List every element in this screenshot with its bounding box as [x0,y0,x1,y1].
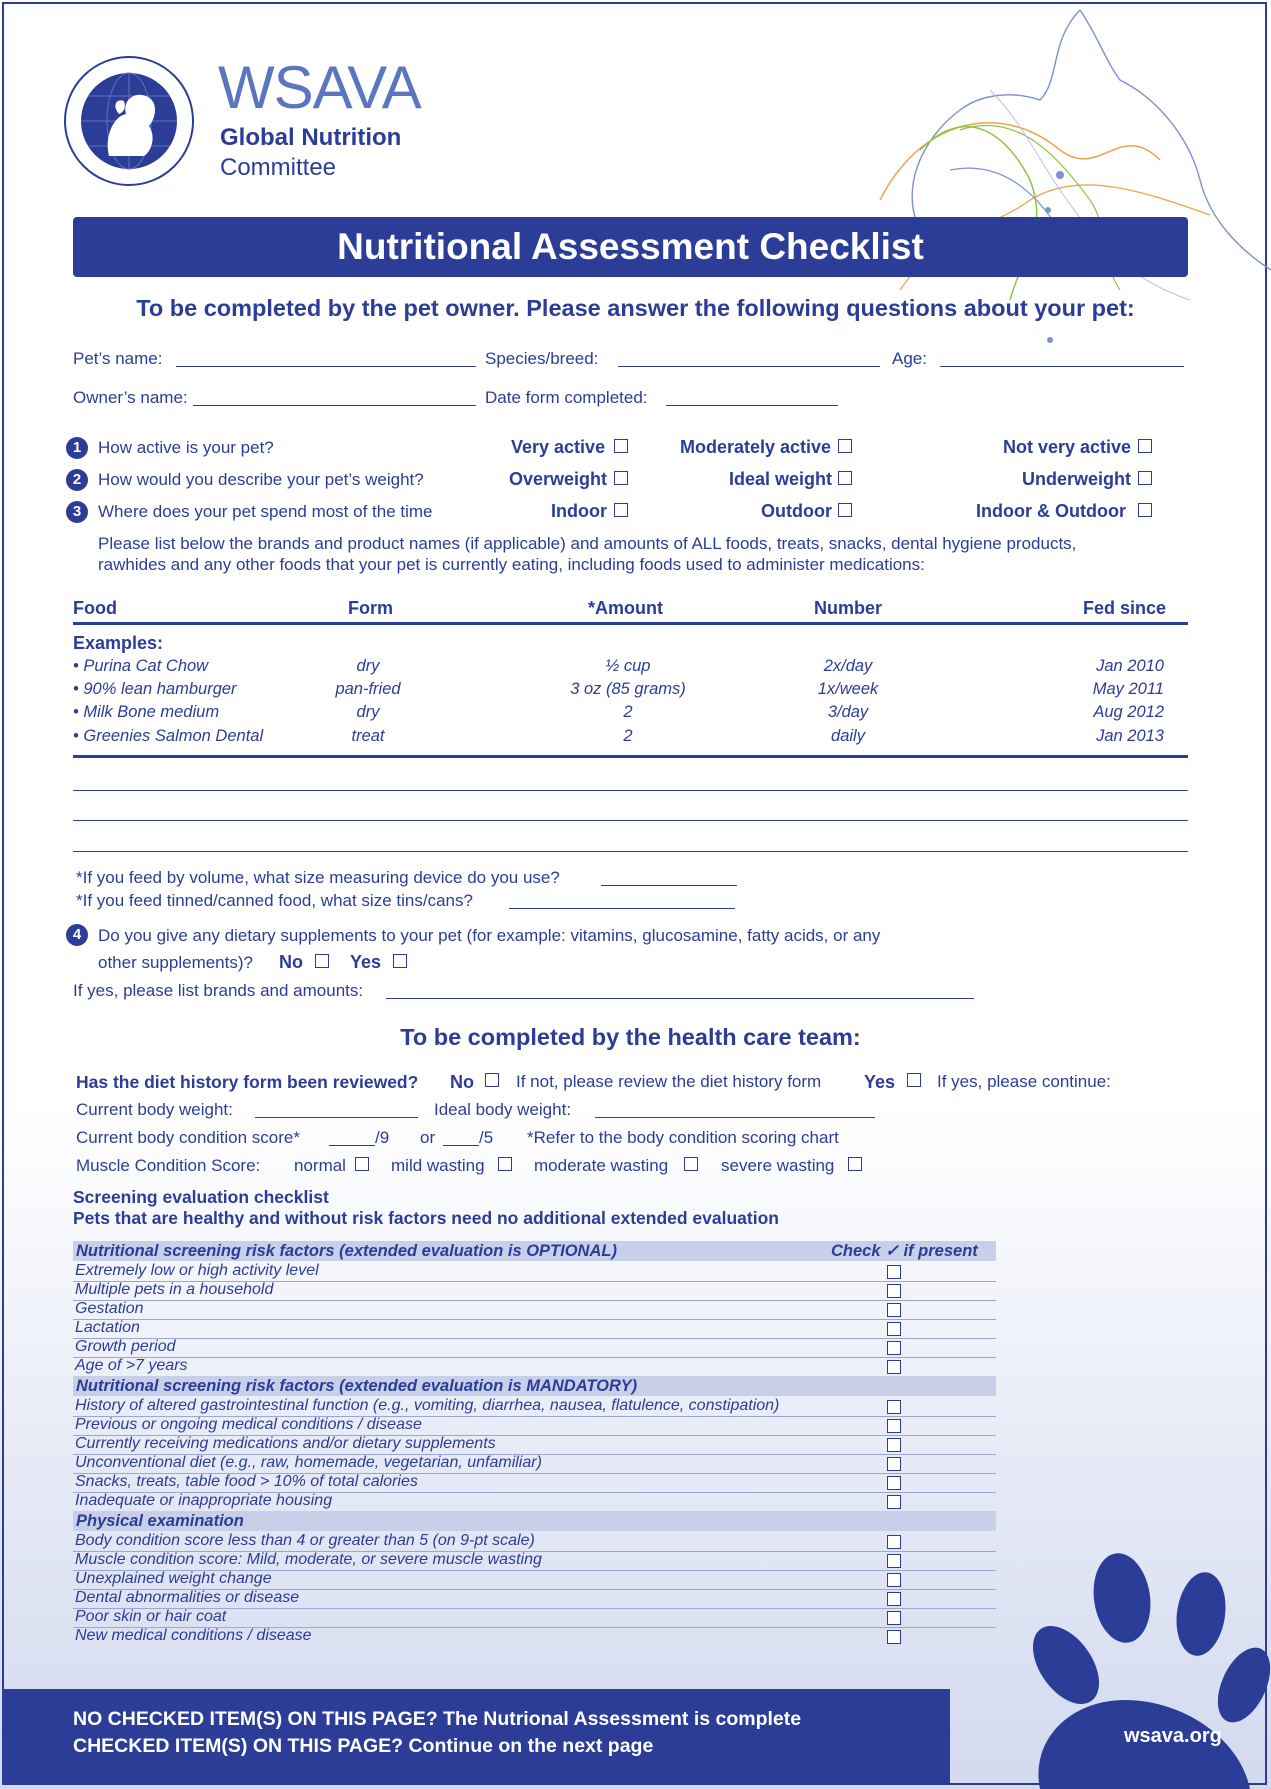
q2-ideal-weight-checkbox[interactable] [838,471,852,485]
reviewed-yes-note: If yes, please continue: [937,1072,1111,1091]
logo-line-global-nutrition: Global Nutrition [220,124,402,151]
reviewed-no-note: If not, please review the diet history form [516,1072,822,1091]
risk-item-checkbox[interactable] [887,1265,901,1279]
row-divider [73,1300,996,1301]
col-header-form: Form [348,598,393,618]
row-divider [73,1319,996,1320]
q1-option-moderately-active: Moderately active [680,437,832,457]
ideal-weight-label: Ideal body weight: [434,1100,572,1119]
q2-option-underweight: Underweight [1022,469,1132,489]
q3-option-indoor-outdoor: Indoor & Outdoor [976,501,1126,521]
risk-item: Poor skin or hair coat [75,1608,227,1625]
table-header-rule [73,622,1188,625]
feed-tinned-field[interactable] [509,908,735,909]
risk-item-checkbox[interactable] [887,1554,901,1568]
risk-item-checkbox[interactable] [887,1438,901,1452]
example-amount: 2 [623,727,633,745]
risk-item: Multiple pets in a household [75,1281,274,1298]
date-field[interactable] [666,405,838,406]
q2-underweight-checkbox[interactable] [1138,471,1152,485]
example-form: treat [351,727,385,745]
risk-item: Body condition score less than 4 or greater than 5 (on 9-pt scale) [75,1532,535,1549]
question-3-number: 3 [66,501,88,523]
feed-volume-question: *If you feed by volume, what size measuring device do you use? [76,868,560,887]
supplements-list-label: If yes, please list brands and amounts: [73,981,364,1000]
q4-option-yes: Yes [350,952,382,972]
bcs-5-suffix: /5 [479,1128,494,1147]
q2-overweight-checkbox[interactable] [614,471,628,485]
current-weight-field[interactable] [255,1117,418,1118]
section-title-optional: Nutritional screening risk factors (extended evaluation is OPTIONAL) [76,1242,617,1260]
owner-section-heading: To be completed by the pet owner. Please answer the following questions about your pet: [136,295,1135,321]
q1-moderately-active-checkbox[interactable] [838,439,852,453]
example-fed-since: Jan 2010 [1096,657,1164,675]
check-if-present-header: Check ✓ if present [831,1242,978,1260]
question-1-number: 1 [66,437,88,459]
q2-option-overweight: Overweight [509,469,608,489]
risk-item: Currently receiving medications and/or dietary supplements [75,1435,496,1452]
mcs-option-mild: mild wasting [391,1156,485,1175]
example-amount: 3 oz (85 grams) [570,680,686,698]
section-title-mandatory: Nutritional screening risk factors (extended evaluation is MANDATORY) [76,1377,638,1395]
risk-item: Dental abnormalities or disease [75,1589,300,1606]
q3-indoor-checkbox[interactable] [614,503,628,517]
risk-item: History of altered gastrointestinal function (e.g., vomiting, diarrhea, nausea, flatulence, constipation) [75,1397,780,1414]
q4-option-no: No [279,952,303,972]
bcs-5-field[interactable] [443,1145,479,1146]
species-label: Species/breed: [485,349,599,368]
example-food: • Milk Bone medium [73,703,220,721]
pet-name-label: Pet’s name: [73,349,163,368]
example-fed-since: Aug 2012 [1093,703,1164,721]
footer-no-checked: NO CHECKED ITEM(S) ON THIS PAGE? The Nutrional Assessment is complete [73,1708,802,1730]
q3-outdoor-checkbox[interactable] [838,503,852,517]
q3-option-outdoor: Outdoor [761,501,832,521]
q1-very-active-checkbox[interactable] [614,439,628,453]
risk-item-checkbox[interactable] [887,1592,901,1606]
logo-line-committee: Committee [220,154,337,181]
example-number: 3/day [827,703,869,721]
feed-tinned-question: *If you feed tinned/canned food, what size tins/cans? [76,891,473,910]
question-2-text: How would you describe your pet’s weight? [98,470,424,489]
example-food: • Purina Cat Chow [73,657,209,675]
example-form: dry [356,657,380,675]
example-amount: 2 [623,703,633,721]
mcs-label: Muscle Condition Score: [76,1156,261,1175]
screening-subtitle: Pets that are healthy and without risk factors need no additional extended evaluation [73,1208,779,1228]
example-number: 1x/week [817,680,879,698]
screening-title: Screening evaluation checklist [73,1187,329,1207]
q2-option-ideal-weight: Ideal weight [729,469,833,489]
examples-label: Examples: [73,633,164,653]
bcs-note: *Refer to the body condition scoring chart [527,1128,839,1147]
mcs-mild-checkbox[interactable] [498,1157,512,1171]
paw-print-icon [1000,1540,1271,1789]
q1-option-very-active: Very active [511,437,606,457]
risk-item: Unexplained weight change [75,1570,272,1587]
footer-checked: CHECKED ITEM(S) ON THIS PAGE? Continue on the next page [73,1735,654,1757]
mcs-option-moderate: moderate wasting [534,1156,669,1175]
age-label: Age: [892,349,927,368]
risk-item-checkbox[interactable] [887,1535,901,1549]
question-1-text: How active is your pet? [98,438,274,457]
bcs-or: or [420,1128,436,1147]
risk-item-checkbox[interactable] [887,1611,901,1625]
list-instructions-line1: Please list below the brands and product names (if applicable) and amounts of ALL foods, treats, snacks, dental hygiene products, [98,534,1077,553]
mcs-option-severe: severe wasting [721,1156,835,1175]
food-entry-line[interactable] [73,790,1188,791]
reviewed-option-no: No [450,1072,474,1092]
bcs-label: Current body condition score* [76,1128,300,1147]
risk-item-checkbox[interactable] [887,1303,901,1317]
section-title-physical-exam: Physical examination [76,1512,244,1530]
risk-item-checkbox[interactable] [887,1322,901,1336]
example-number: daily [831,727,865,745]
owner-name-field[interactable] [193,405,476,406]
q3-option-indoor: Indoor [551,501,607,521]
q1-option-not-very-active: Not very active [1003,437,1132,457]
supplements-list-field[interactable] [386,998,974,999]
row-divider [73,1338,996,1339]
reviewed-yes-checkbox[interactable] [907,1073,921,1087]
wsava-url-link[interactable]: wsava.org [1124,1725,1222,1747]
reviewed-option-yes: Yes [864,1072,896,1092]
risk-item: Snacks, treats, table food > 10% of total calories [75,1473,418,1490]
risk-item: Inadequate or inappropriate housing [75,1492,333,1509]
age-field[interactable] [940,366,1184,367]
feed-volume-field[interactable] [601,885,737,886]
date-label: Date form completed: [485,388,648,407]
mcs-normal-checkbox[interactable] [355,1157,369,1171]
risk-item: Muscle condition score: Mild, moderate, or severe muscle wasting [75,1551,542,1568]
example-form: pan-fried [335,680,401,698]
q4-no-checkbox[interactable] [315,954,329,968]
reviewed-no-checkbox[interactable] [485,1073,499,1087]
col-header-food: Food [73,598,117,618]
mcs-severe-checkbox[interactable] [848,1157,862,1171]
species-field[interactable] [618,366,880,367]
risk-item: New medical conditions / disease [75,1627,312,1644]
wsava-globe-logo [64,56,194,186]
question-4-number: 4 [66,924,88,946]
example-fed-since: May 2011 [1092,680,1164,698]
mcs-moderate-checkbox[interactable] [684,1157,698,1171]
risk-item-checkbox[interactable] [887,1400,901,1414]
risk-item-checkbox[interactable] [887,1457,901,1471]
example-food: • Greenies Salmon Dental [73,727,264,745]
risk-item-checkbox[interactable] [887,1419,901,1433]
risk-item: Gestation [75,1300,144,1317]
col-header-amount: *Amount [588,598,663,618]
risk-item-checkbox[interactable] [887,1630,901,1644]
example-form: dry [356,703,380,721]
risk-item-checkbox[interactable] [887,1495,901,1509]
team-section-heading: To be completed by the health care team: [400,1024,861,1050]
risk-item: Lactation [75,1319,140,1336]
risk-item: Unconventional diet (e.g., raw, homemade, vegetarian, unfamiliar) [75,1454,542,1471]
example-food: • 90% lean hamburger [73,680,237,698]
owner-name-label: Owner’s name: [73,388,188,407]
q1-not-very-active-checkbox[interactable] [1138,439,1152,453]
question-3-text: Where does your pet spend most of the time [98,502,433,521]
row-divider [73,1357,996,1358]
q4-yes-checkbox[interactable] [393,954,407,968]
bcs-9-field[interactable] [329,1145,375,1146]
food-entry-line[interactable] [73,851,1188,852]
risk-item: Previous or ongoing medical conditions / disease [75,1416,422,1433]
question-4-line1: Do you give any dietary supplements to your pet (for example: vitamins, glucosamine, fatty acids, or any [98,926,881,945]
risk-item: Growth period [75,1338,176,1355]
mcs-option-normal: normal [294,1156,346,1175]
bcs-9-suffix: /9 [375,1128,390,1147]
risk-item-checkbox[interactable] [887,1573,901,1587]
risk-item-checkbox[interactable] [887,1284,901,1298]
question-4-line2: other supplements)? [98,953,253,972]
example-number: 2x/day [823,657,873,675]
page-title: Nutritional Assessment Checklist [73,217,1188,277]
col-header-number: Number [814,598,883,618]
table-examples-rule [73,755,1188,758]
risk-item-checkbox[interactable] [887,1476,901,1490]
example-amount: ½ cup [605,657,651,675]
ideal-weight-field[interactable] [595,1117,875,1118]
risk-item: Age of >7 years [75,1357,188,1374]
q3-indoor-outdoor-checkbox[interactable] [1138,503,1152,517]
current-weight-label: Current body weight: [76,1100,233,1119]
food-entry-line[interactable] [73,820,1188,821]
risk-item: Extremely low or high activity level [75,1262,319,1279]
diet-reviewed-question: Has the diet history form been reviewed? [76,1072,419,1092]
example-fed-since: Jan 2013 [1096,727,1164,745]
wsava-wordmark: WSAVA [218,54,421,121]
list-instructions-line2: rawhides and any other foods that your pet is currently eating, including foods used to administer medications: [98,555,925,574]
question-2-number: 2 [66,469,88,491]
pet-name-field[interactable] [176,366,476,367]
risk-item-checkbox[interactable] [887,1360,901,1374]
col-header-fed-since: Fed since [1083,598,1167,618]
risk-item-checkbox[interactable] [887,1341,901,1355]
